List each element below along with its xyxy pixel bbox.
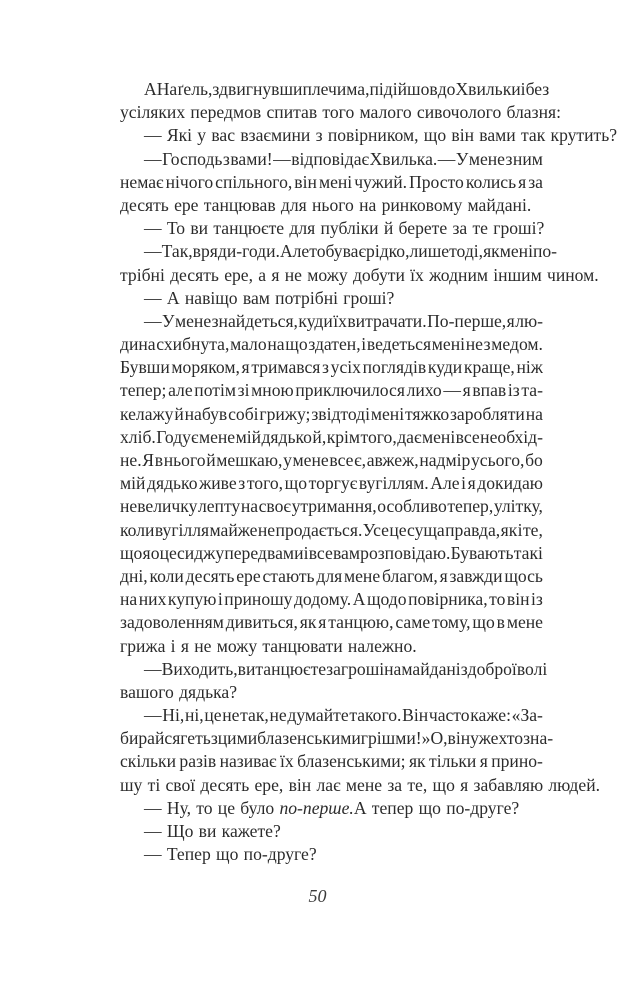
text-line: не. Я в нього й мешкаю, у мене все є, авжеж, надмір усього, бо xyxy=(120,450,543,470)
text-line: трібні десять ере, а я не можу добути їх жодним іншим чином. xyxy=(120,264,599,285)
text-line: — Ні, ні, це не так, не думайте такого. Він часто каже: «За- xyxy=(144,705,543,726)
text-line: вашого дядька? xyxy=(120,681,237,702)
text-line: Бувши моряком, я тримався з усіх поглядів куди краще, ніж xyxy=(120,357,543,378)
text-line: дина схибнута, мало на що здатен, і ведеться мені не з медом. xyxy=(120,334,543,355)
text-line: усіляких передмов спитав того малого сивочолого блазня: xyxy=(120,102,561,123)
text-line: коли вугілля майже не продається. Усе це суща правда, як і те, xyxy=(120,519,543,540)
text-line: — Які у вас взаємини з повірником, що він вами так крутить? xyxy=(144,125,618,146)
text-line: десять ере танцював для нього на ринковому майдані. xyxy=(120,194,532,215)
text-line: дні, коли десять ере стають для мене благом, я завжди щось xyxy=(120,565,543,586)
page-text-block xyxy=(120,78,618,866)
text-line: — А навіщо вам потрібні гроші? xyxy=(144,287,395,308)
page-number: 50 xyxy=(308,886,327,906)
text-line: — То ви танцюєте для публіки й берете за те гроші? xyxy=(144,218,545,239)
text-line: хліб. Годує мене мій дядько й, крім того, дає мені все необхід- xyxy=(120,426,543,447)
text-line: бирайся геть з цими блазенськими грішми!» О, він уже хтозна- xyxy=(120,728,554,749)
text-line: — Виходить, ви танцюєте за гроші на майдані з доброї волі xyxy=(144,658,548,679)
text-line: А Наґель, здвигнувши плечима, підійшов до Хвильки і без xyxy=(144,79,550,99)
text-line: немає нічого спільного, він мені чужий. Просто колись я за xyxy=(120,171,543,192)
text-line: — Ну, то це було по-перше. А тепер що по-друге? xyxy=(144,797,520,818)
text-line: тепер; але потім зі мною приключилося лихо — я впав із та- xyxy=(120,380,543,401)
text-line: — Господь з вами! — відповідає Хвилька. — У мене з ним xyxy=(144,148,543,169)
text-line: на них купую і приношу додому. А щодо повірника, то він із xyxy=(120,589,543,610)
text-line: — Тепер що по-друге? xyxy=(144,844,317,865)
text-line: що я оце сиджу перед вами і все вам розповідаю. Бувають такі xyxy=(120,542,543,563)
text-line: задоволенням дивиться, як я танцюю, саме тому, що в мене xyxy=(120,612,543,633)
text-line: грижа і я не можу танцювати належно. xyxy=(120,635,417,656)
text-line: — У мене знайдеться, куди їх витрачати. По-перше, я лю- xyxy=(144,310,543,331)
text-line: скільки разів називає їх блазенськими; як тільки я прино- xyxy=(120,751,543,772)
text-line: — Що ви кажете? xyxy=(144,821,281,841)
text-line: невеличку лепту на своє утримання, особливо тепер, улітку, xyxy=(120,496,543,517)
text-line: — Так, вряди-годи. Але то буває рідко, лише тоді, як мені по- xyxy=(144,241,558,262)
text-line: мій дядько живе з того, що торгує вугіллям. Але і я докидаю xyxy=(120,473,543,494)
text-line: шу ті свої десять ере, він лає мене за те, що я забавляю людей. xyxy=(120,774,601,795)
text-line: келажу й набув собі грижу; звідтоді мені тяжко заробляти на xyxy=(120,403,543,424)
